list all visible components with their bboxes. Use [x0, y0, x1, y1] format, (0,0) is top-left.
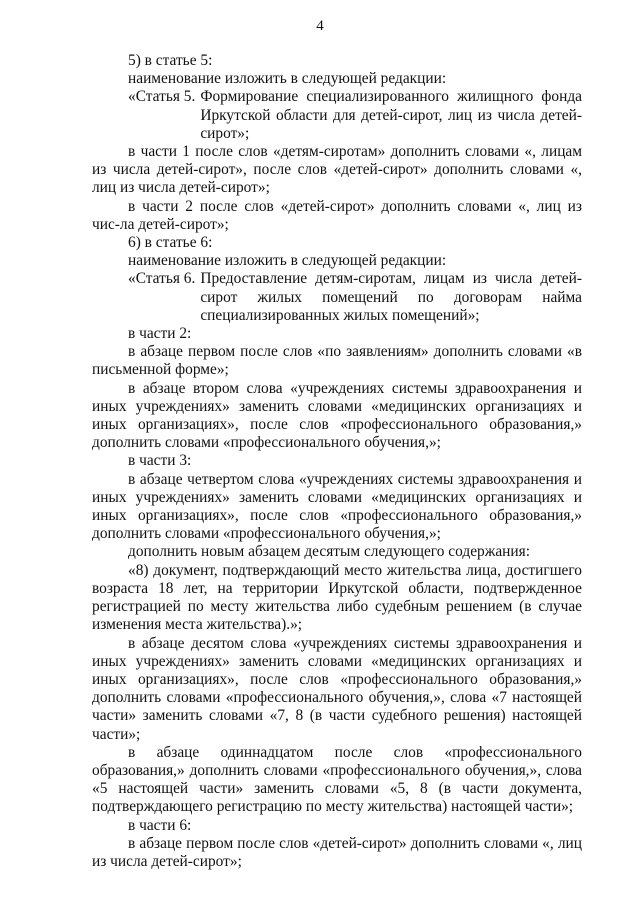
paragraph-part-6-heading: в части 6:: [128, 816, 192, 834]
paragraph-fourth-abzac: в абзаце четвертом слова «учреждениях системы здравоохранения и иных учреждениях» заменить словами «медицинских организациях и иных организациях», после слов «профессионального образования,» дополнить словами «профессионального обучения,»;: [92, 470, 582, 543]
paragraph-item-6-heading: 6) в статье 6:: [128, 234, 213, 252]
article-6-lead: «Статья 6.: [128, 270, 196, 288]
paragraph-part-1: в части 1 после слов «детям-сиротам» дополнить словами «, лицам из числа детей-сирот», после слов «детей-сирот» дополнить словами «, лиц из числа детей-сирот»;: [92, 143, 582, 197]
paragraph-item-5-heading: 5) в статье 5:: [128, 52, 213, 69]
article-6-title-block: [92, 270, 582, 325]
article-5-title: Формирование специализированного жилищного фонда Иркутской области для детей-сирот, лиц из числа детей-сирот»;: [200, 88, 582, 142]
document-body: [92, 52, 582, 871]
paragraph-part-3-heading: в части 3:: [128, 452, 192, 470]
paragraph-item-8-quote: «8) документ, подтверждающий место жительства лица, достигшего возраста 18 лет, на территории Иркутской области, подтвержденное регистрацией по месту жительства либо судебным решением (в случае изменения места жительства).»;: [92, 561, 582, 634]
paragraph-name-instruction: наименование изложить в следующей редакции:: [128, 70, 447, 88]
paragraph-part-2: в части 2 после слов «детей-сирот» дополнить словами «, лиц из чис-ла детей-сирот»;: [92, 197, 582, 233]
article-5-title-block: [92, 88, 582, 143]
paragraph-part-6-first-abzac: в абзаце первом после слов «детей-сирот» дополнить словами «, лиц из числа детей-сирот»;: [92, 834, 582, 870]
paragraph-eleventh-abzac: в абзаце одиннадцатом после слов «профессионального образования,» дополнить словами «профессионального обучения,», слова «5 настоящей части» заменить словами «5, 8 (в части документа, подтверждающего регистрацию по месту жительства) настоящей части»;: [92, 743, 582, 816]
article-6-title: Предоставление детям-сиротам, лицам из числа детей-сирот жилых помещений по договорам найма специализированных жилых помещений»;: [200, 270, 582, 324]
paragraph-add-tenth-abzac: дополнить новым абзацем десятым следующего содержания:: [128, 543, 531, 561]
paragraph-tenth-abzac: в абзаце десятом слова «учреждениях системы здравоохранения и иных учреждениях» заменить словами «медицинских организациях и иных организациях», после слов «профессионального образования,» дополнить словами «профессионального обучения,», слова «7 настоящей части» заменить словами «7, 8 (в части судебного решения) настоящей части»;: [92, 634, 582, 743]
paragraph-second-abzac: в абзаце втором слова «учреждениях системы здравоохранения и иных учреждениях» заменить словами «медицинских организациях и иных организациях», после слов «профессионального образования,» дополнить словами «профессионального обучения,»;: [92, 379, 582, 452]
paragraph-first-abzac: в абзаце первом после слов «по заявлениям» дополнить словами «в письменной форме»;: [92, 343, 582, 379]
article-5-lead: «Статья 5.: [128, 88, 196, 106]
page-number: 4: [316, 18, 324, 34]
paragraph-name-instruction-2: наименование изложить в следующей редакции:: [128, 252, 447, 270]
paragraph-part-2-heading: в части 2:: [128, 325, 192, 343]
